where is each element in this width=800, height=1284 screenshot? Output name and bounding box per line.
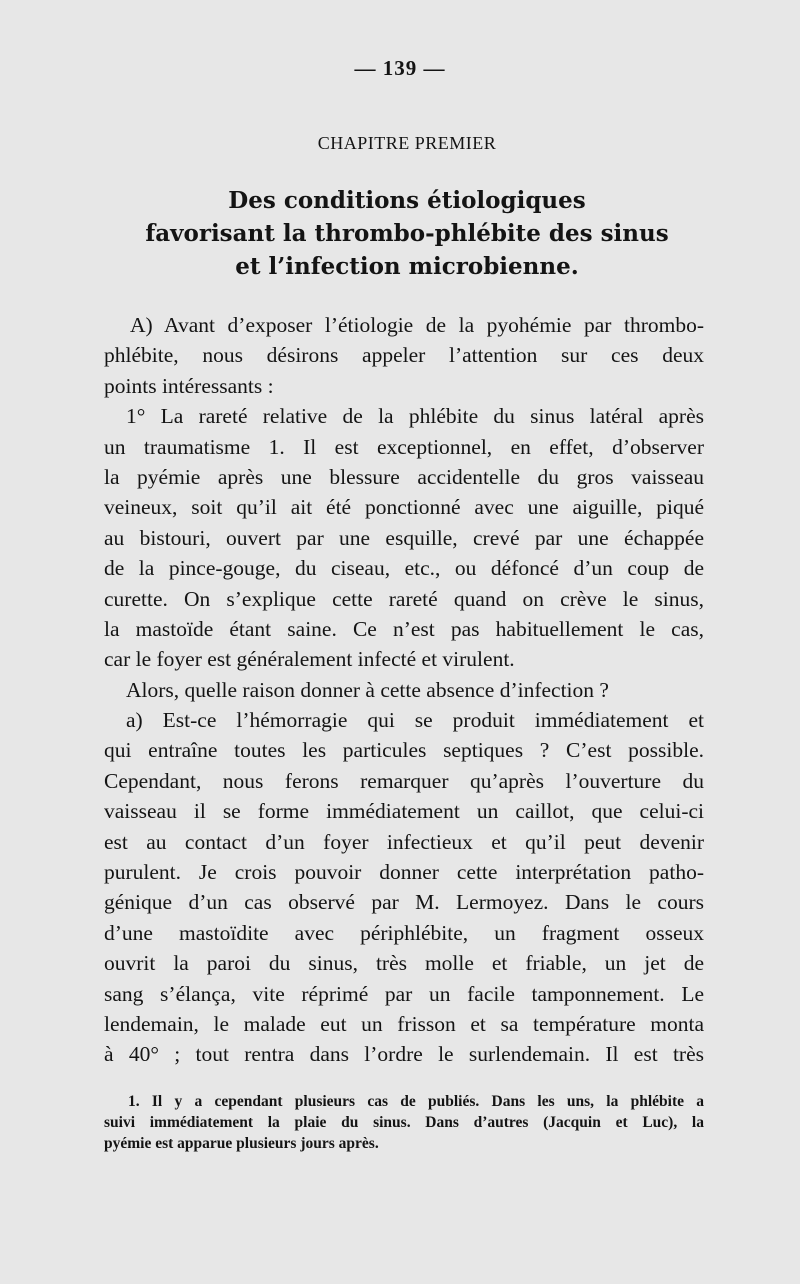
body-line: points intéressants : bbox=[104, 373, 274, 398]
footnote-line: pyémie est apparue plusieurs jours après. bbox=[104, 1135, 379, 1152]
body-line: à 40° ; tout rentra dans l’ordre le surlendemain. Il est très bbox=[104, 1042, 704, 1067]
chapter-title bbox=[60, 184, 754, 283]
body-line: au bistouri, ouvert par une esquille, crevé par une échappée bbox=[104, 525, 704, 550]
body-line: veineux, soit qu’il ait été ponctionné avec une aiguille, piqué bbox=[104, 495, 704, 520]
footnote-line: 1. Il y a cependant plusieurs cas de publiés. Dans les uns, la phlébite a bbox=[128, 1093, 704, 1110]
body-line: A) Avant d’exposer l’étiologie de la pyohémie par thrombo- bbox=[130, 313, 704, 337]
body-line: un traumatisme 1. Il est exceptionnel, en effet, d’observer bbox=[104, 434, 704, 459]
footnote-line: suivi immédiatement la plaie du sinus. Dans d’autres (Jacquin et Luc), la bbox=[104, 1114, 704, 1131]
body-line: 1° La rareté relative de la phlébite du sinus latéral après bbox=[126, 404, 704, 429]
body-line: Cependant, nous ferons remarquer qu’après l’ouverture du bbox=[104, 768, 704, 793]
body-line: vaisseau il se forme immédiatement un caillot, que celui-ci bbox=[104, 799, 704, 824]
body-line: la pyémie après une blessure accidentelle du gros vaisseau bbox=[104, 464, 704, 489]
chapter-title-line: favorisant la thrombo-phlébite des sinus bbox=[145, 220, 669, 247]
body-line: phlébite, nous désirons appeler l’attention sur ces deux bbox=[104, 343, 704, 368]
body-line: purulent. Je crois pouvoir donner cette interprétation patho- bbox=[104, 860, 704, 885]
page-number: — 139 — bbox=[354, 56, 446, 80]
body-line: qui entraîne toutes les particules septiques ? C’est possible. bbox=[104, 738, 704, 763]
body-line: car le foyer est généralement infecté et virulent. bbox=[104, 647, 515, 672]
footnote bbox=[104, 1091, 704, 1154]
body-line: la mastoïde étant saine. Ce n’est pas habituellement le cas, bbox=[104, 616, 704, 641]
body-line: lendemain, le malade eut un frisson et sa température monta bbox=[104, 1011, 704, 1036]
body-text bbox=[104, 310, 704, 1070]
chapter-title-line: Des conditions étiologiques bbox=[228, 187, 586, 214]
body-line: est au contact d’un foyer infectieux et qu’il peut devenir bbox=[104, 829, 704, 854]
body-line: Alors, quelle raison donner à cette absence d’infection ? bbox=[126, 677, 609, 702]
body-line: curette. On s’explique cette rareté quand on crève le sinus, bbox=[104, 586, 704, 611]
chapter-heading: CHAPITRE PREMIER bbox=[317, 133, 497, 153]
body-line: génique d’un cas observé par M. Lermoyez. Dans le cours bbox=[104, 890, 704, 915]
body-line: a) Est-ce l’hémorragie qui se produit immédiatement et bbox=[126, 708, 704, 733]
body-line: d’une mastoïdite avec périphlébite, un fragment osseux bbox=[104, 920, 704, 945]
body-line: de la pince-gouge, du ciseau, etc., ou défoncé d’un coup de bbox=[104, 556, 704, 581]
body-line: sang s’élança, vite réprimé par un facile tamponnement. Le bbox=[104, 981, 704, 1006]
body-line: ouvrit la paroi du sinus, très molle et friable, un jet de bbox=[104, 951, 704, 976]
chapter-title-line: et l’infection microbienne. bbox=[235, 253, 579, 280]
